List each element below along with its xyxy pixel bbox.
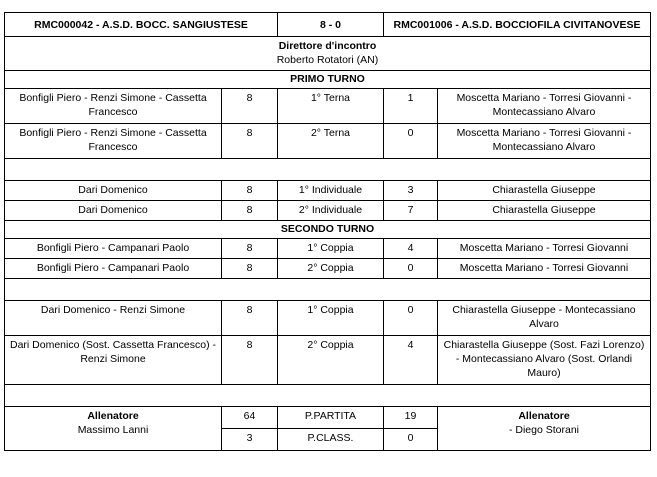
home-players: Bonfigli Piero - Renzi Simone - Cassetta Francesco [5, 89, 222, 124]
table-row [5, 201, 651, 221]
away-players: Chiarastella Giuseppe - Montecassiano Alvaro [438, 301, 651, 336]
home-score: 8 [222, 181, 278, 201]
table-row [5, 124, 651, 159]
away-score: 0 [384, 301, 438, 336]
home-coach-name: Massimo Lanni [77, 424, 149, 436]
away-score: 1 [384, 89, 438, 124]
spacer-row [5, 159, 651, 181]
home-score: 8 [222, 89, 278, 124]
away-score: 4 [384, 336, 438, 385]
section-row-secondo [5, 221, 651, 239]
table-row [5, 239, 651, 259]
home-players: Bonfigli Piero - Campanari Paolo [5, 259, 222, 279]
home-players: Dari Domenico [5, 201, 222, 221]
home-score: 8 [222, 124, 278, 159]
match-report [4, 12, 650, 451]
game-type: 2° Individuale [278, 201, 384, 221]
away-score: 3 [384, 181, 438, 201]
table-row [5, 181, 651, 201]
home-partita-points: 64 [222, 407, 278, 429]
away-coach-label: Allenatore [518, 410, 570, 422]
away-players: Moscetta Mariano - Torresi Giovanni [438, 239, 651, 259]
away-players: Chiarastella Giuseppe [438, 201, 651, 221]
away-score: 4 [384, 239, 438, 259]
home-score: 8 [222, 259, 278, 279]
secondo-turno-title: SECONDO TURNO [5, 221, 651, 239]
home-players: Bonfigli Piero - Campanari Paolo [5, 239, 222, 259]
away-score: 0 [384, 124, 438, 159]
table-row [5, 336, 651, 385]
home-score: 8 [222, 336, 278, 385]
game-type: 1° Terna [278, 89, 384, 124]
table-row [5, 301, 651, 336]
home-score: 8 [222, 239, 278, 259]
header-row [5, 13, 651, 37]
home-coach-cell [5, 407, 222, 451]
away-players: Moscetta Mariano - Torresi Giovanni [438, 259, 651, 279]
game-type: 1° Coppia [278, 239, 384, 259]
away-team: RMC001006 - A.S.D. BOCCIOFILA CIVITANOVESE [384, 13, 651, 37]
director-row [5, 37, 651, 71]
away-score: 7 [384, 201, 438, 221]
away-players: Chiarastella Giuseppe [438, 181, 651, 201]
home-players: Bonfigli Piero - Renzi Simone - Cassetta Francesco [5, 124, 222, 159]
home-team: RMC000042 - A.S.D. BOCC. SANGIUSTESE [5, 13, 278, 37]
spacer-row [5, 385, 651, 407]
game-type: 2° Coppia [278, 336, 384, 385]
home-players: Dari Domenico (Sost. Cassetta Francesco) - Renzi Simone [5, 336, 222, 385]
section-row-primo [5, 71, 651, 89]
away-coach-name: - Diego Storani [508, 424, 580, 436]
home-players: Dari Domenico [5, 181, 222, 201]
home-score: 8 [222, 301, 278, 336]
game-type: 2° Terna [278, 124, 384, 159]
away-coach-cell [438, 407, 651, 451]
director-name: Roberto Rotatori (AN) [276, 54, 379, 66]
partita-label: P.PARTITA [278, 407, 384, 429]
table-row [5, 259, 651, 279]
table-row [5, 89, 651, 124]
game-type: 1° Coppia [278, 301, 384, 336]
home-score: 8 [222, 201, 278, 221]
home-players: Dari Domenico - Renzi Simone [5, 301, 222, 336]
away-players: Chiarastella Giuseppe (Sost. Fazi Lorenzo) - Montecassiano Alvaro (Sost. Orlandi Mauro) [438, 336, 651, 385]
away-partita-points: 19 [384, 407, 438, 429]
match-score: 8 - 0 [278, 13, 384, 37]
away-class-points: 0 [384, 429, 438, 451]
home-coach-label: Allenatore [87, 410, 139, 422]
away-players: Moscetta Mariano - Torresi Giovanni - Montecassiano Alvaro [438, 89, 651, 124]
primo-turno-title: PRIMO TURNO [5, 71, 651, 89]
class-label: P.CLASS. [278, 429, 384, 451]
home-class-points: 3 [222, 429, 278, 451]
footer-row-partita [5, 407, 651, 429]
away-players: Moscetta Mariano - Torresi Giovanni - Montecassiano Alvaro [438, 124, 651, 159]
director-label: Direttore d'incontro [278, 40, 377, 52]
game-type: 2° Coppia [278, 259, 384, 279]
game-type: 1° Individuale [278, 181, 384, 201]
spacer-row [5, 279, 651, 301]
match-table [4, 12, 651, 451]
away-score: 0 [384, 259, 438, 279]
